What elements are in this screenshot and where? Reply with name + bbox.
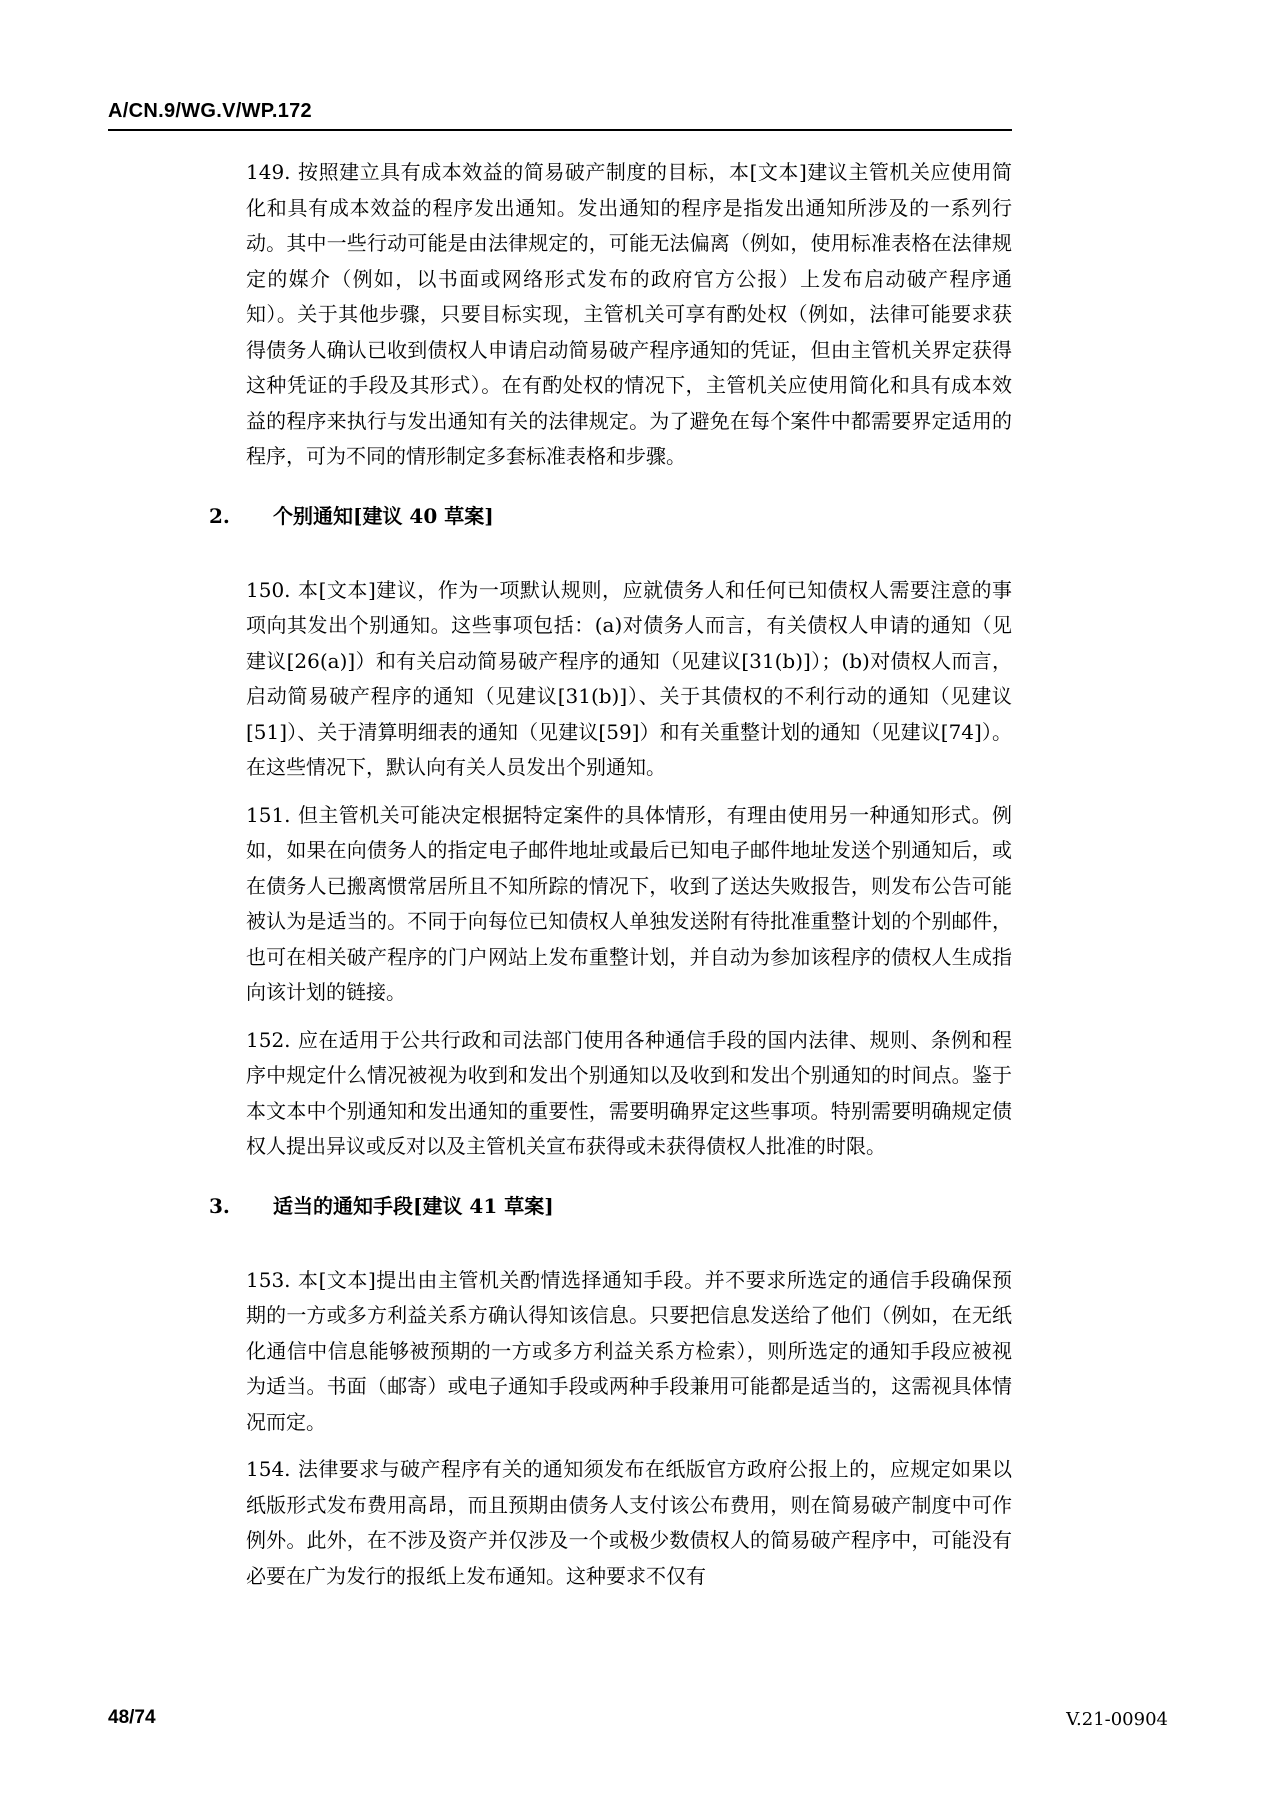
paragraph-153: [246, 1263, 1012, 1441]
document-symbol: A/CN.9/WG.V/WP.172: [108, 100, 312, 122]
paragraph-text: 按照建立具有成本效益的简易破产制度的目标，本[文本]建议主管机关应使用简化和具有成本效益的程序发出通知。发出通知的程序是指发出通知所涉及的一系列行动。其中一些行动可能是由法律规定的，可能无法偏离（例如，使用标准表格在法律规定的媒介（例如，以书面或网络形式发布的政府官方公报）上发布启动破产程序通知）。关于其他步骤，只要目标实现，主管机关可享有酌处权（例如，法律可能要求获得债务人确认已收到债权人申请启动简易破产程序通知的凭证，但由主管机关界定获得这种凭证的手段及其形式）。在有酌处权的情况下，主管机关应使用简化和具有成本效益的程序来执行与发出通知有关的法律规定。为了避免在每个案件中都需要界定适用的程序，可为不同的情形制定多套标准表格和步骤。: [246, 160, 1012, 468]
document-reference-number: V.21-00904: [1066, 1709, 1168, 1730]
paragraph-text: 但主管机关可能决定根据特定案件的具体情形，有理由使用另一种通知形式。例如，如果在向债务人的指定电子邮件地址或最后已知电子邮件地址发送个别通知后，或在债务人已搬离惯常居所且不知所踪的情况下，收到了送达失败报告，则发布公告可能被认为是适当的。不同于向每位已知债权人单独发送附有待批准重整计划的个别邮件，也可在相关破产程序的门户网站上发布重整计划，并自动为参加该程序的债权人生成指向该计划的链接。: [246, 802, 1012, 1004]
section-heading-2: [209, 501, 1012, 531]
document-body: [209, 155, 1012, 1606]
paragraph-number: 152.: [246, 1027, 291, 1052]
paragraph-151: [246, 798, 1012, 1011]
heading-text: 个别通知[建议 40 草案]: [273, 503, 494, 528]
paragraph-152: [246, 1023, 1012, 1165]
paragraph-text: 本[文本]提出由主管机关酌情选择通知手段。并不要求所选定的通信手段确保预期的一方或多方利益关系方确认得知该信息。只要把信息发送给了他们（例如，在无纸化通信中信息能够被预期的一方或多方利益关系方检索），则所选定的通知手段应被视为适当。书面（邮寄）或电子通知手段或两种手段兼用可能都是适当的，这需视具体情况而定。: [246, 1267, 1012, 1434]
paragraph-text: 法律要求与破产程序有关的通知须发布在纸版官方政府公报上的，应规定如果以纸版形式发布费用高昂，而且预期由债务人支付该公布费用，则在简易破产制度中可作例外。此外，在不涉及资产并仅涉及一个或极少数债权人的简易破产程序中，可能没有必要在广为发行的报纸上发布通知。这种要求不仅有: [246, 1457, 1012, 1588]
heading-text: 适当的通知手段[建议 41 草案]: [273, 1193, 554, 1218]
heading-number: 2.: [209, 503, 230, 528]
paragraph-number: 151.: [246, 802, 291, 827]
paragraph-number: 149.: [246, 160, 291, 184]
paragraph-149: [246, 155, 1012, 475]
paragraph-number: 150.: [246, 577, 291, 602]
page-number: 48/74: [108, 1707, 156, 1728]
paragraph-text: 本[文本]建议，作为一项默认规则，应就债务人和任何已知债权人需要注意的事项向其发出个别通知。这些事项包括：(a)对债务人而言，有关债权人申请的通知（见建议[26(a)]）和有关启动简易破产程序的通知（见建议[31(b)]）；(b)对债权人而言，启动简易破产程序的通知（见建议[31(b)]）、关于其债权的不利行动的通知（见建议[51]）、关于清算明细表的通知（见建议[59]）和有关重整计划的通知（见建议[74]）。在这些情况下，默认向有关人员发出个别通知。: [246, 577, 1012, 779]
paragraph-150: [246, 573, 1012, 786]
paragraph-number: 153.: [246, 1267, 291, 1292]
heading-number: 3.: [209, 1193, 230, 1218]
paragraph-154: [246, 1452, 1012, 1594]
section-heading-3: [209, 1191, 1012, 1221]
paragraph-text: 应在适用于公共行政和司法部门使用各种通信手段的国内法律、规则、条例和程序中规定什么情况被视为收到和发出个别通知以及收到和发出个别通知的时间点。鉴于本文本中个别通知和发出通知的重要性，需要明确界定这些事项。特别需要明确规定债权人提出异议或反对以及主管机关宣布获得或未获得债权人批准的时限。: [246, 1027, 1012, 1158]
header-rule: [108, 129, 1012, 131]
paragraph-number: 154.: [246, 1457, 291, 1481]
